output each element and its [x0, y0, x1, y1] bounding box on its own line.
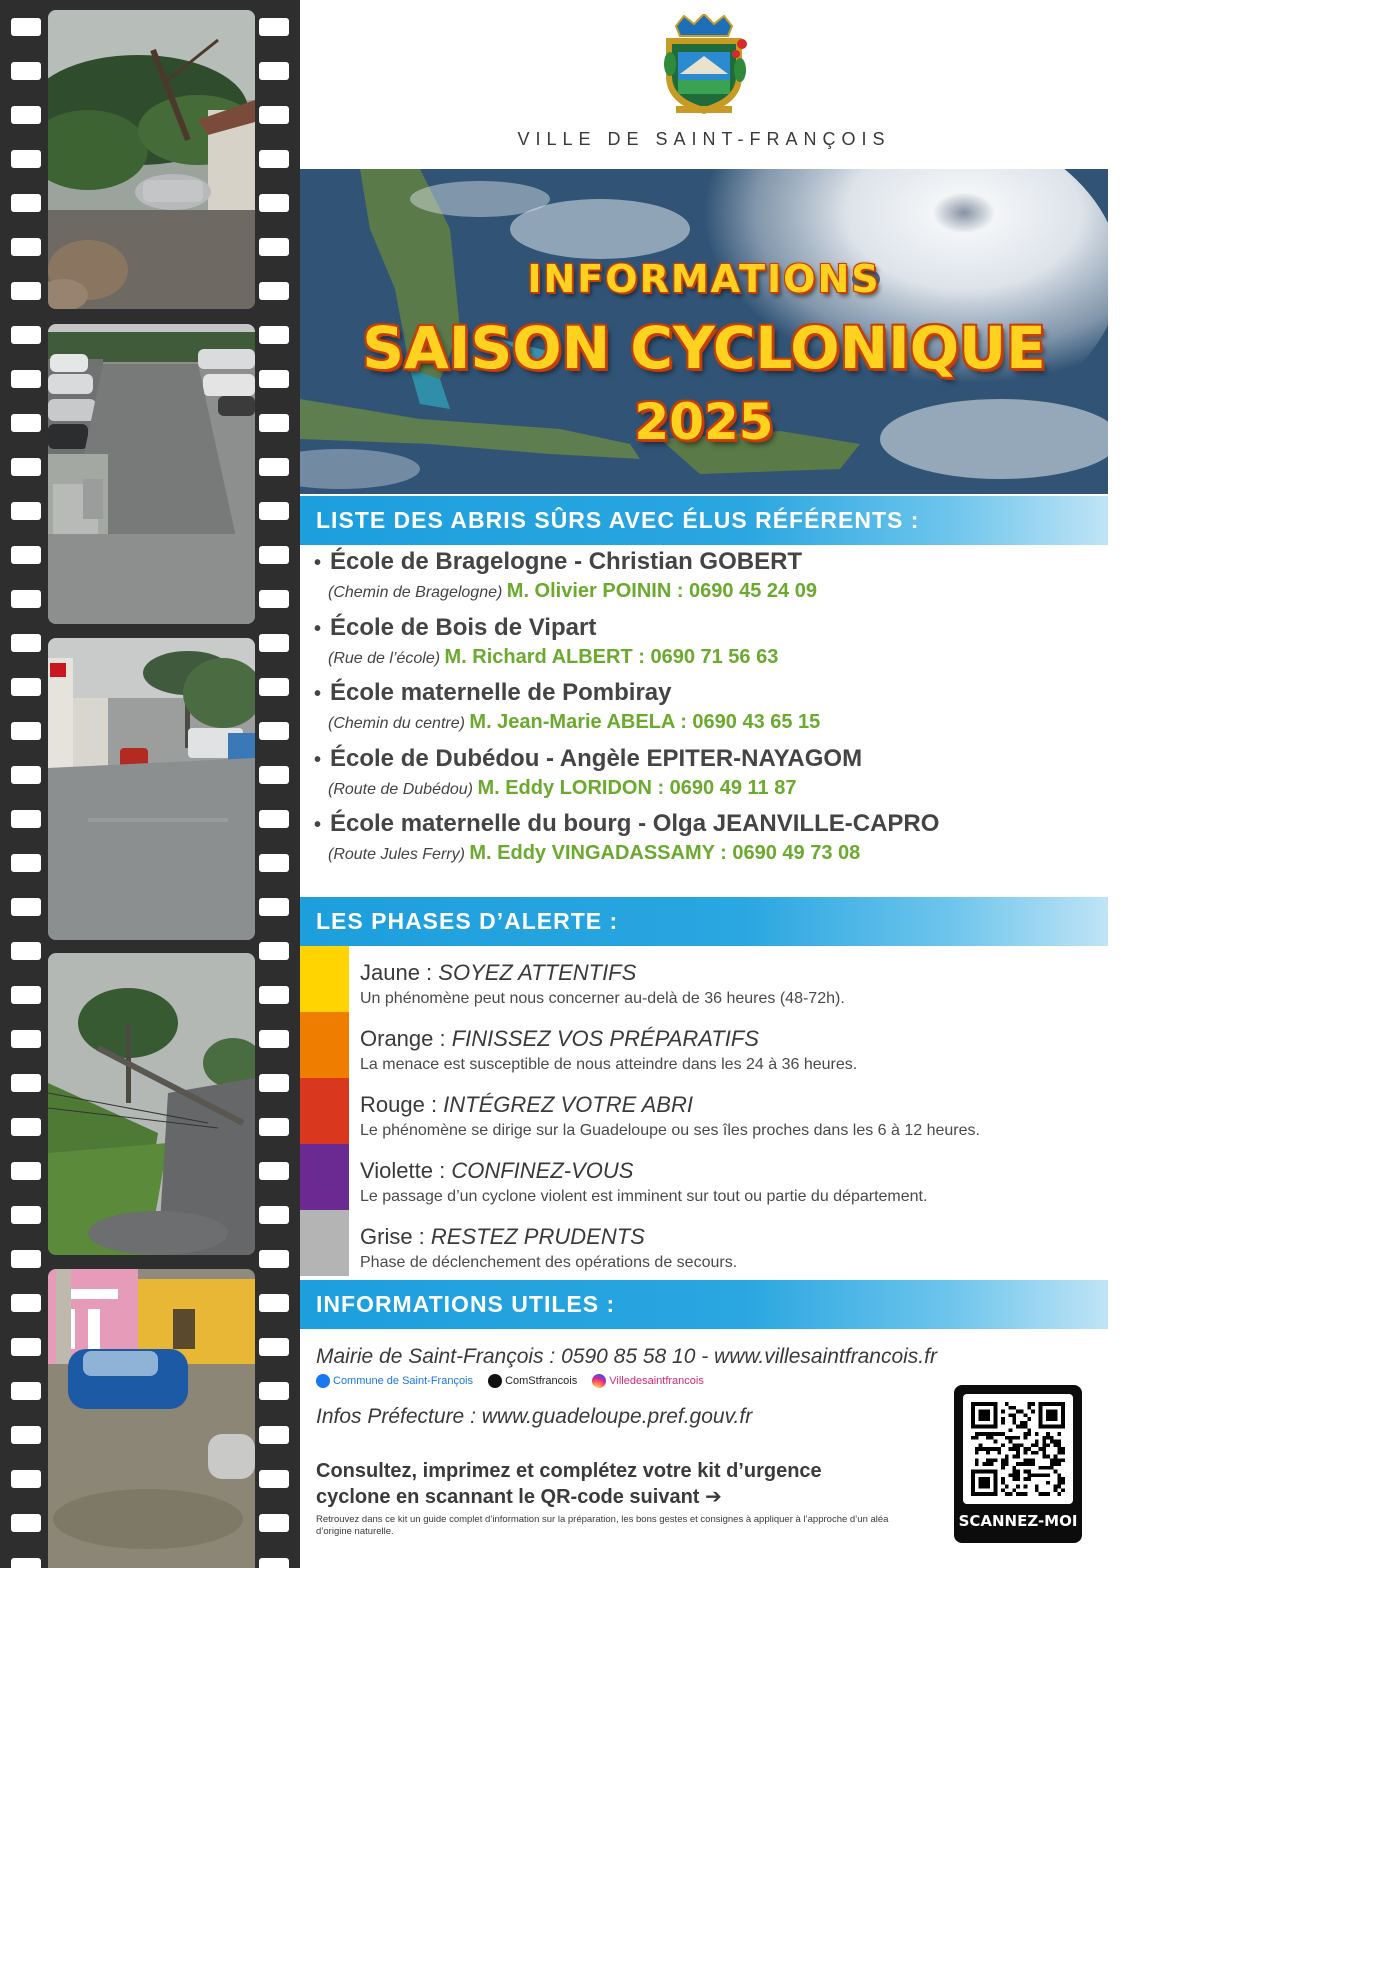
film-hole — [259, 1206, 289, 1224]
crest-logo — [656, 14, 752, 118]
prefecture-contact: Infos Préfecture : www.guadeloupe.pref.gouv.fr — [316, 1405, 753, 1428]
qr-label: SCANNEZ-MOI — [958, 1512, 1078, 1530]
kit-instructions — [316, 1458, 916, 1510]
phase-action: SOYEZ ATTENTIFS — [438, 960, 637, 985]
facebook-label: Commune de Saint-François — [333, 1375, 474, 1387]
film-hole — [11, 194, 41, 212]
phase-color-swatch — [300, 1078, 349, 1144]
film-hole — [11, 942, 41, 960]
film-hole — [11, 546, 41, 564]
instagram-icon — [592, 1374, 606, 1388]
bullet-icon: • — [314, 617, 322, 640]
bullet-icon: • — [314, 814, 322, 836]
film-hole — [11, 1206, 41, 1224]
photo-flooded-car — [48, 1269, 255, 1568]
film-hole — [11, 898, 41, 916]
film-hole — [259, 854, 289, 872]
phase-color-swatch — [300, 1210, 349, 1276]
film-hole — [259, 810, 289, 828]
shelter-name: École de Dubédou - Angèle EPITER-NAYAGOM — [330, 744, 863, 772]
shelters-heading: LISTE DES ABRIS SÛRS AVEC ÉLUS RÉFÉRENTS : — [300, 496, 1108, 545]
film-hole — [11, 766, 41, 784]
qr-code-card[interactable] — [954, 1385, 1082, 1543]
shelter-contact: M. Richard ALBERT : 0690 71 56 63 — [444, 645, 779, 668]
film-hole — [259, 1030, 289, 1048]
x-link[interactable] — [488, 1374, 577, 1388]
shelter-contact: M. Eddy LORIDON : 0690 49 11 87 — [477, 776, 797, 799]
city-name: VILLE DE SAINT-FRANÇOIS — [517, 129, 891, 149]
film-hole — [259, 986, 289, 1004]
film-hole — [259, 1338, 289, 1356]
x-icon — [488, 1374, 502, 1388]
film-hole — [11, 458, 41, 476]
film-hole — [11, 62, 41, 80]
phase-description: Le phénomène se dirige sur la Guadeloupe ou ses îles proches dans les 6 à 12 heures. — [360, 1122, 980, 1139]
film-hole — [259, 590, 289, 608]
shelter-address: (Rue de l’école) — [328, 649, 441, 667]
hero-title-informations: INFORMATIONS — [527, 257, 881, 301]
kit-line-2: cyclone en scannant le QR-code suivant ➔ — [316, 1486, 722, 1508]
film-hole — [259, 1558, 289, 1568]
phase-description: Un phénomène peut nous concerner au-delà de 36 heures (48-72h). — [360, 990, 845, 1007]
kit-fine-print: Retrouvez dans ce kit un guide complet d’information sur la préparation, les bons gestes et consignes à appliquer à l’approche d’un aléa d’origine naturelle. — [316, 1514, 889, 1537]
x-label: ComStfrancois — [505, 1375, 578, 1387]
phase-title — [360, 1158, 633, 1184]
instagram-label: Villedesaintfrancois — [609, 1375, 704, 1387]
bullet-icon: • — [314, 748, 322, 771]
film-hole — [11, 590, 41, 608]
film-hole — [11, 1250, 41, 1268]
phase-name: Rouge : — [360, 1092, 444, 1117]
film-hole — [259, 238, 289, 256]
phase-name: Jaune : — [360, 960, 439, 985]
alert-phase — [300, 1012, 1108, 1078]
phase-description: La menace est susceptible de nous atteindre dans les 24 à 36 heures. — [360, 1056, 858, 1073]
social-links — [316, 1374, 716, 1391]
shelters-list — [314, 548, 1104, 876]
film-hole — [259, 1162, 289, 1180]
phase-color-swatch — [300, 946, 349, 1012]
shelter-name: École de Bragelogne - Christian GOBERT — [330, 548, 803, 575]
film-hole — [11, 106, 41, 124]
phase-description: Le passage d’un cyclone violent est imminent sur tout ou partie du département. — [360, 1188, 928, 1205]
shelter-name: École de Bois de Vipart — [330, 613, 597, 641]
shelter-name: École maternelle du bourg - Olga JEANVILLE-CAPRO — [330, 810, 940, 837]
qr-code-icon[interactable] — [963, 1394, 1073, 1504]
shelter-detail — [314, 711, 1104, 734]
alert-phase — [300, 1078, 1108, 1144]
film-hole — [259, 106, 289, 124]
film-hole — [11, 634, 41, 652]
shelter-item — [314, 614, 1104, 680]
film-hole — [259, 1074, 289, 1092]
film-hole — [11, 854, 41, 872]
film-hole — [11, 1294, 41, 1312]
film-hole — [259, 502, 289, 520]
film-hole — [259, 1426, 289, 1444]
film-hole — [259, 18, 289, 36]
film-hole — [11, 986, 41, 1004]
hero-title-year: 2025 — [634, 393, 774, 451]
film-hole — [259, 414, 289, 432]
film-hole — [11, 1558, 41, 1568]
hero-banner — [300, 169, 1108, 494]
shelter-title — [314, 614, 1104, 642]
film-hole — [11, 238, 41, 256]
film-hole — [259, 194, 289, 212]
shelter-detail — [314, 777, 1104, 800]
shelter-detail — [314, 580, 1104, 603]
film-hole — [11, 810, 41, 828]
phase-action: RESTEZ PRUDENTS — [430, 1224, 645, 1249]
film-hole — [11, 1030, 41, 1048]
phase-title — [360, 960, 636, 986]
film-hole — [11, 1074, 41, 1092]
phase-name: Orange : — [360, 1026, 452, 1051]
bullet-icon: • — [314, 552, 322, 574]
photo-flooded-parking — [48, 324, 255, 624]
film-strip — [0, 0, 300, 1568]
film-hole — [11, 1426, 41, 1444]
alert-phases-list — [300, 946, 1108, 1276]
film-hole — [259, 1470, 289, 1488]
film-hole — [11, 370, 41, 388]
film-hole — [11, 678, 41, 696]
film-hole — [259, 546, 289, 564]
film-hole — [11, 326, 41, 344]
shelter-detail — [314, 842, 1104, 865]
film-hole — [11, 1470, 41, 1488]
film-hole — [259, 458, 289, 476]
film-hole — [259, 898, 289, 916]
hero-title-saison: SAISON CYCLONIQUE — [362, 314, 1046, 382]
film-hole — [259, 678, 289, 696]
phase-action: INTÉGREZ VOTRE ABRI — [443, 1092, 693, 1117]
shelter-item — [314, 679, 1104, 745]
shelter-item — [314, 548, 1104, 614]
film-hole — [11, 414, 41, 432]
shelter-address: (Route de Dubédou) — [328, 780, 473, 798]
film-hole — [259, 1250, 289, 1268]
film-hole — [259, 1118, 289, 1136]
phase-action: CONFINEZ-VOUS — [451, 1158, 634, 1183]
film-hole — [11, 282, 41, 300]
shelter-title — [314, 679, 1104, 707]
film-hole — [259, 370, 289, 388]
film-hole — [11, 1338, 41, 1356]
phases-heading: LES PHASES D’ALERTE : — [300, 897, 1108, 946]
facebook-link[interactable] — [316, 1374, 473, 1388]
shelter-title — [314, 548, 1104, 576]
film-hole — [11, 1118, 41, 1136]
film-hole — [259, 282, 289, 300]
phase-title — [360, 1026, 759, 1052]
shelter-address: (Route Jules Ferry) — [328, 846, 465, 863]
shelter-detail — [314, 646, 1104, 669]
mairie-contact: Mairie de Saint-François : 0590 85 58 10 - www.villesaintfrancois.fr — [316, 1345, 937, 1368]
alert-phase — [300, 946, 1108, 1012]
film-hole — [259, 150, 289, 168]
shelter-item — [314, 810, 1104, 876]
film-hole — [11, 1514, 41, 1532]
phase-action: FINISSEZ VOS PRÉPARATIFS — [451, 1026, 759, 1051]
photo-flooded-street — [48, 638, 255, 940]
film-hole — [11, 502, 41, 520]
phase-color-swatch — [300, 1144, 349, 1210]
shelter-contact: M. Eddy VINGADASSAMY : 0690 49 73 08 — [469, 842, 861, 864]
phase-title — [360, 1092, 693, 1118]
film-hole — [259, 1294, 289, 1312]
phase-description: Phase de déclenchement des opérations de secours. — [360, 1254, 738, 1271]
film-hole — [11, 150, 41, 168]
phase-color-swatch — [300, 1012, 349, 1078]
shelter-name: École maternelle de Pombiray — [330, 679, 672, 706]
film-hole — [259, 62, 289, 80]
film-hole — [11, 1382, 41, 1400]
shelter-contact: M. Jean-Marie ABELA : 0690 43 65 15 — [469, 711, 821, 733]
bullet-icon: • — [314, 683, 322, 705]
phase-name: Grise : — [360, 1224, 431, 1249]
photo-fallen-tree — [48, 10, 255, 309]
film-hole — [259, 942, 289, 960]
shelter-title — [314, 810, 1104, 838]
alert-phase — [300, 1144, 1108, 1210]
photo-fallen-pole — [48, 953, 255, 1255]
film-hole — [259, 1382, 289, 1400]
film-perforations-left — [11, 0, 41, 1568]
shelter-title — [314, 745, 1104, 773]
alert-phase — [300, 1210, 1108, 1276]
kit-line-1: Consultez, imprimez et complétez votre kit d’urgence — [316, 1460, 822, 1482]
shelter-contact: M. Olivier POININ : 0690 45 24 09 — [506, 580, 817, 602]
facebook-icon — [316, 1374, 330, 1388]
film-hole — [259, 766, 289, 784]
film-hole — [259, 722, 289, 740]
shelter-address: (Chemin du centre) — [328, 715, 465, 732]
shelter-item — [314, 745, 1104, 811]
instagram-link[interactable] — [592, 1374, 704, 1388]
phase-title — [360, 1224, 645, 1250]
film-hole — [259, 326, 289, 344]
film-hole — [259, 634, 289, 652]
film-hole — [11, 1162, 41, 1180]
film-hole — [11, 722, 41, 740]
film-hole — [11, 18, 41, 36]
phase-name: Violette : — [360, 1158, 452, 1183]
film-hole — [259, 1514, 289, 1532]
shelter-address: (Chemin de Bragelogne) — [328, 584, 503, 601]
film-perforations-right — [259, 0, 289, 1568]
info-heading: INFORMATIONS UTILES : — [300, 1280, 1108, 1329]
